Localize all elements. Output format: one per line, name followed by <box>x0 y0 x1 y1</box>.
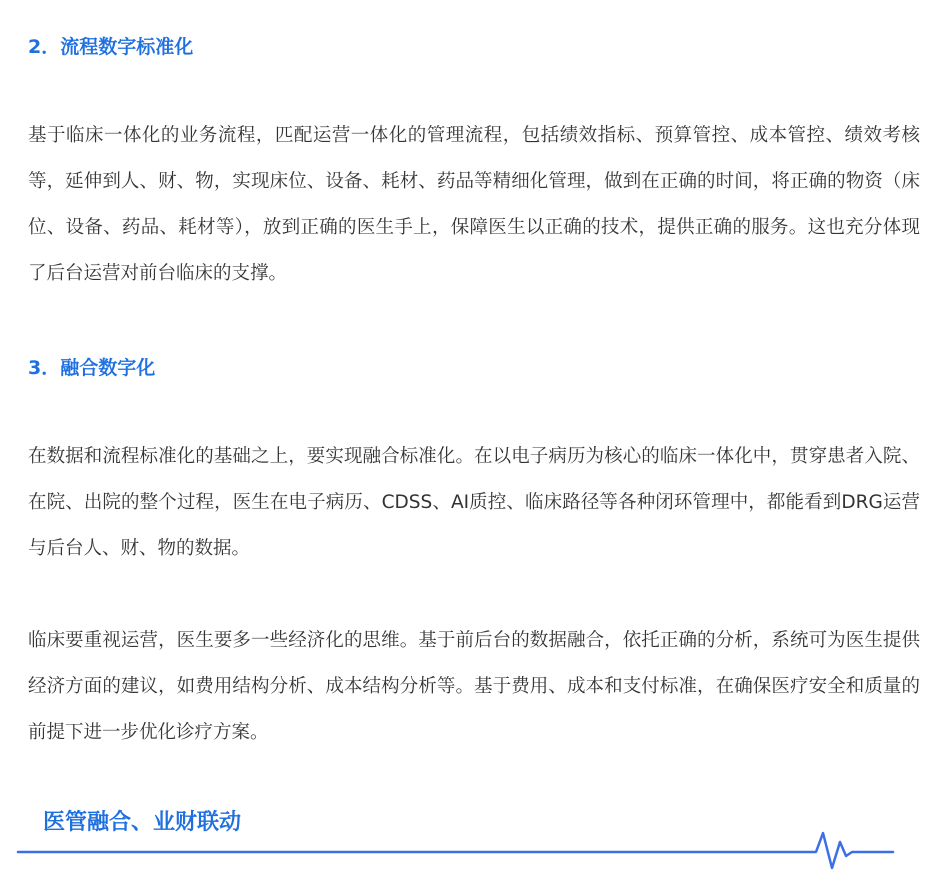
section-heading-2: 2．流程数字标准化 <box>28 36 194 58</box>
banner-title: 医管融合、业财联动 <box>43 810 242 835</box>
heartbeat-line <box>18 833 893 868</box>
section-banner <box>0 800 942 887</box>
section-heading-3: 3．融合数字化 <box>28 357 156 379</box>
section-3-paragraph-2: 临床要重视运营，医生要多一些经济化的思维。基于前后台的数据融合，依托正确的分析，系统可为医生提供经济方面的建议，如费用结构分析、成本结构分析等。基于费用、成本和支付标准，在确保医疗安全和质量的前提下进一步优化诊疗方案。 <box>28 630 920 743</box>
heartbeat-divider-icon <box>0 800 942 887</box>
section-3-paragraph-1: 在数据和流程标准化的基础之上，要实现融合标准化。在以电子病历为核心的临床一体化中，贯穿患者入院、在院、出院的整个过程，医生在电子病历、CDSS、AI质控、临床路径等各种闭环管理中，都能看到DRG运营与后台人、财、物的数据。 <box>28 446 920 559</box>
section-2-paragraph-1: 基于临床一体化的业务流程，匹配运营一体化的管理流程，包括绩效指标、预算管控、成本管控、绩效考核等，延伸到人、财、物，实现床位、设备、耗材、药品等精细化管理，做到在正确的时间，将正确的物资（床位、设备、药品、耗材等），放到正确的医生手上，保障医生以正确的技术，提供正确的服务。这也充分体现了后台运营对前台临床的支撑。 <box>28 125 920 284</box>
